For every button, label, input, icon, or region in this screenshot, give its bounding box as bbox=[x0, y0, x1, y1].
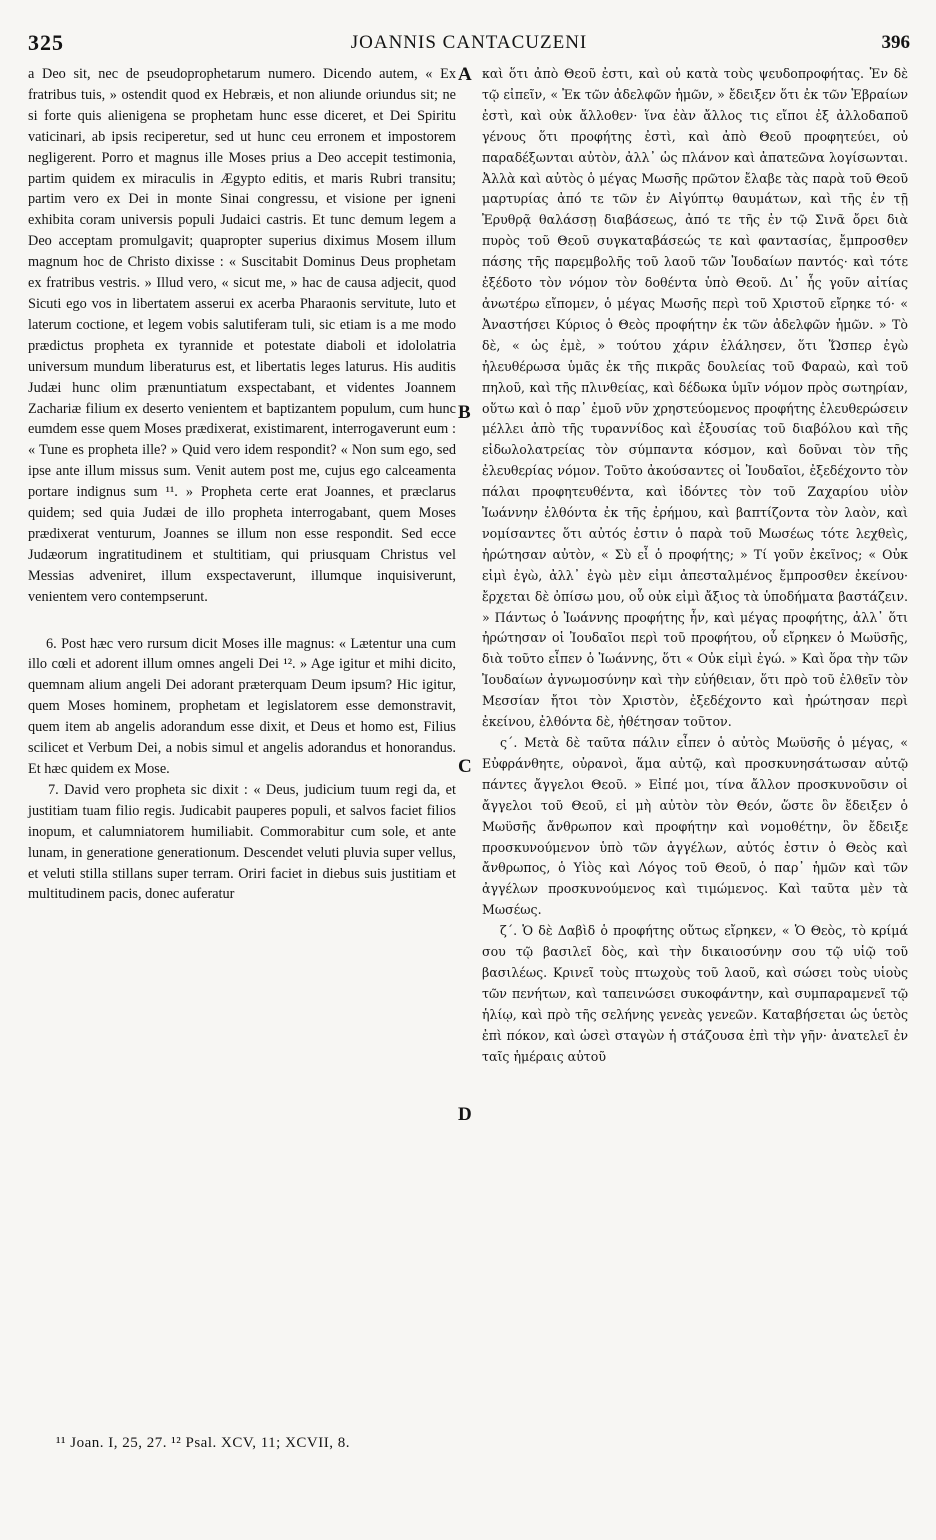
greek-column bbox=[482, 64, 908, 1068]
latin-paragraph-6: 6. Post hæc vero rursum dicit Moses ille magnus: « Lætentur una cum illo cœli et adorent illum omnes angeli Dei ¹². » Age igitur et mihi dicito, quemnam alium angeli Dei adorant præterquam Deum ipsum? Hic igitur, quem Moses hominem, prophetam et legislatorem esse demonstravit, quem item ab angelis adorandum esse dixit, et Deus et homo est, Filius scilicet et Verbum Dei, a nobis simul et angelis adorandus et honorandus. Et hæc quidem ex Mose. bbox=[28, 635, 456, 777]
latin-paragraph-7: 7. David vero propheta sic dixit : « Deus, judicium tuum regi da, et justitiam tuam filio regis. Judicabit pauperes populi, et salvos faciet filios inopum, et calumniatorem humiliabit. Commorabitur cum sole, et ante lunam, in generatione generationum. Descendet veluti pluvia super vellus, et veluti stilla stillans super terram. Oriri faciet in diebus suis justitiam et multitudinem pacis, donec auferatur bbox=[28, 781, 456, 903]
running-title: JOANNIS CANTACUZENI bbox=[350, 32, 588, 53]
margin-letter-b: B bbox=[458, 402, 471, 423]
page-number-left: 325 bbox=[28, 30, 64, 55]
greek-paragraph-7: ζ΄. Ὁ δὲ Δαβὶδ ὁ προφήτης οὕτως εἴρηκεν, « Ὁ Θεὸς, τὸ κρίμά σου τῷ βασιλεῖ δὸς, καὶ τὴν δικαιοσύνην σου τῷ υἱῷ τοῦ βασιλέως. Κρινεῖ τοὺς πτωχοὺς τοῦ λαοῦ, καὶ σώσει τοὺς υἱοὺς τῶν πενήτων, καὶ ταπεινώσει συκοφάντην, καὶ συμπαραμενεῖ τῷ ἡλίῳ, καὶ πρὸ τῆς σελήνης γενεὰς γενεῶν. Καταβήσεται ὡς ὑετὸς ἐπὶ πόκον, καὶ ὡσεὶ σταγὼν ἡ στάζουσα ἐπὶ τὴν γῆν· ἀνατελεῖ ἐν ταῖς ἡμέραις αὐτοῦ bbox=[482, 923, 908, 1064]
margin-letter-d: D bbox=[458, 1104, 472, 1125]
page-header bbox=[28, 30, 910, 58]
footnote: ¹¹ Joan. I, 25, 27. ¹² Psal. XCV, 11; XCVII, 8. bbox=[56, 1435, 350, 1451]
greek-paragraph-1: καὶ ὅτι ἀπὸ Θεοῦ ἐστι, καὶ οὐ κατὰ τοὺς ψευδοπροφήτας. Ἐν δὲ τῷ εἰπεῖν, « Ἐκ τῶν ἀδελφῶν ἡμῶν, » ἔδειξεν ὅτι ἐκ τῶν Ἑβραίων ἐστὶ, καὶ οὐκ ἄλλοθεν· ἵνα ἐὰν ἄλλος τις εἴποι ἐξ ἀλλοδαποῦ γένους ὅτι προφήτης ἐστὶ, καὶ ἀπὸ Θεοῦ προφητεύει, οὐ παραδέξωνται αὐτὸν, ἀλλ᾽ ὡς πλάνον καὶ ἀπατεῶνα λογίσωνται. Ἀλλὰ καὶ αὐτὸς ὁ μέγας Μωσῆς πρῶτον ἔλαβε τὰς παρὰ τοῦ Θεοῦ μαρτυρίας ἀπό τε τῶν ἐν Αἰγύπτῳ θαυμάτων, καὶ τῆς ἐν τῇ Ἐρυθρᾷ θαλάσσῃ διαβάσεως, ἀπό τε τῆς ἐν τῷ Σινᾶ ὄρει διὰ πυρὸς τοῦ Θεοῦ συγκαταβάσεώς τε καὶ φαντασίας, ἔμπροσθεν πάσης τῆς παρεμβολῆς τοῦ λαοῦ τῶν Ἰουδαίων παντός· καὶ τότε ἐξέδοτο τὸν νόμον τὸν δοθέντα ὑπὸ Θεοῦ. Δι᾽ ἧς γοῦν αἰτίας ἀνωτέρω εἴπομεν, ὁ μέγας Μωσῆς περὶ τοῦ Χριστοῦ εἴρηκε τό· « Ἀναστήσει Κύριος ὁ Θεὸς προφήτην ἐκ τῶν ἀδελφῶν ἡμῶν. » Τὸ δὲ, « ὡς ἐμὲ, » τούτου χάριν ἐλάλησεν, ὅτι Ὥσπερ ἐγὼ ἠλευθέρωσα ὑμᾶς ἐκ τῆς πικρᾶς δουλείας τοῦ Φαραὼ, καὶ τοῦ πηλοῦ, καὶ τῆς πλινθείας, καὶ δέδωκα ὑμῖν νόμον πρὸς σωτηρίαν, οὕτω καὶ ὁ παρ᾽ ἐμοῦ νῦν χρηστεύομενος προφήτης ἐλευθερώσειν μέλλει ἀπὸ τῆς τυραννίδος καὶ ἐξουσίας τοῦ διαβόλου καὶ τῆς εἰδωλολατρείας τὸν σύμπαντα κόσμον, καὶ δοῦναι τὸν τῆς ἐλευθερίας νόμον. Τοῦτο ἀκούσαντες οἱ Ἰουδαῖοι, ἐξεδέχοντο τὸν πάλαι προφητευθέντα, καὶ ἰδόντες τὸν τοῦ Ζαχαρίου υἱὸν Ἰωάννην ἐλθόντα ἐκ τῆς ἐρήμου, καὶ βαπτίζοντα τὸν λαὸν, καὶ νομίσαντες ὅτι αὐτός ἐστιν ὁ παρὰ τοῦ Μωσέως τότε λεχθεὶς, ἠρώτησαν αὐτὸν, « Σὺ εἶ ὁ προφήτης; » Τί γοῦν ἐκεῖνος; « Οὐκ εἰμὶ ἐγὼ, ἀλλ᾽ ἐγὼ μὲν εἰμι ἀπεσταλμένος ἔμπροσθεν ἐκείνου· ἔρχεται δὲ ὀπίσω μου, οὗ οὐκ εἰμὶ ἄξιος τὰ ὑποδήματα βαστάζειν. » Πάντως ὁ Ἰωάννης προφήτης ἦν, καὶ μέγας προφήτης, ἀλλ᾽ ὅτι ἠρώτησαν οἱ Ἰουδαῖοι περὶ τοῦ προφήτου, οὗ εἴρηκεν ὁ Μωϋσῆς, διὰ τοῦτο εἶπεν ὁ Ἰωάννης, ὅτι « Οὐκ εἰμὶ ἐγώ. » Καὶ ὅρα τὴν τῶν Ἰουδαίων ἀγνωμοσύνην καὶ τὴν εὐήθειαν, ὅτι πρὸ τοῦ ἐλθεῖν τὸν Μεσσίαν ἤτοι τὸν Χριστὸν, ἐξεδέχοντο καὶ ἠρώτησαν περὶ ἐκείνου, ἐλθόντα δὲ, ἠθέτησαν τοῦτον. bbox=[482, 66, 908, 730]
page-number-right: 396 bbox=[881, 32, 910, 53]
margin-letter-a: A bbox=[458, 64, 472, 85]
latin-column bbox=[28, 64, 456, 905]
greek-paragraph-6: ς΄. Μετὰ δὲ ταῦτα πάλιν εἶπεν ὁ αὐτὸς Μωϋσῆς ὁ μέγας, « Εὐφράνθητε, οὐρανοὶ, ἅμα αὐτῷ, καὶ προσκυνησάτωσαν αὐτῷ πάντες ἄγγελοι Θεοῦ. » Εἰπέ μοι, τίνα ἄλλον προσκυνοῦσιν οἱ ἄγγελοι τοῦ Θεοῦ, εἰ μὴ αὐτὸν τὸν Θεόν, ὥστε ὃν ἔδειξεν ὁ Μωϋσῆς ἄνθρωπον καὶ προφήτην καὶ νομοθέτην, ὃν ἔδειξε προσκυνούμενον ὑπὸ τῶν ἀγγέλων, αὐτός ἐστιν ὁ Θεὸς καὶ ἄνθρωπος, ὁ Υἱὸς καὶ Λόγος τοῦ Θεοῦ, ὁ παρ᾽ ἡμῶν καὶ τῶν ἀγγέλων προσκυνούμενος καὶ τιμώμενος. Καὶ ταῦτα μὲν τὰ Μωσέως. bbox=[482, 735, 908, 918]
latin-paragraph-1: a Deo sit, nec de pseudoprophetarum numero. Dicendo autem, « Ex fratribus tuis, » ostendit quod ex Hebræis, et non aliunde oriundus sit; ne si forte quis alienigena se prophetam hunc esse diceret, et Dei Spiritu vaticinari, ab ipsis reciperetur, sed ut hunc ceu erronem et impostorem negligerent. Porro et magnus ille Moses prius a Deo accepit testimonia, partim quidem ex miraculis in Ægypto editis, et maris Rubri transitu; partim vero ex Dei in monte Sinai congressu, et visione per igneni exhibita coram universis populi Judaici castris. Et tunc demum legem a Deo acceptam promulgavit; quapropter superius diximus Mosem illum magnum hoc de Christo dixisse : « Suscitabit Dominus Deus prophetam ex fratribus vestris. » Illud vero, « sicut me, » hac de causa adjecit, quod Sicuti ego vos in libertatem asserui ex acerba Pharaonis servitute, luto et laterum coctione, et legem vobis salutiferam tuli, sic etiam is a me modo prædictus propheta ex tyrannide et potestate diaboli et idololatria universum mundum liberaturus est, et libertatis leges laturus. His auditis Judæi hunc olim prænuntiatum exspectabant, et videntes Joannem Zachariæ filium ex deserto venientem et baptizantem populum, cum hunc eumdem esse quem Moses prædixerat, existimarent, interrogaverunt eum : « Tune es propheta ille? » Quid vero idem respondit? « Non sum ego, sed ipse ante illum missus sum. Venit autem post me, cujus ego calceamenta portare indignus sum ¹¹. » Propheta certe erat Joannes, et præclarus quidem; sed quia Judæi de illo propheta interrogabant, quem Moses prædixerat venturum, Joannes se illum non esse respondit. Sed ecce Judæorum ingratitudinem et stultitiam, qui priusquam Christus vel Messias adveniret, illum exspectaverunt, illumque inquisiverunt, venientem vero contempserunt. bbox=[28, 66, 456, 605]
margin-letter-c: C bbox=[458, 756, 472, 777]
